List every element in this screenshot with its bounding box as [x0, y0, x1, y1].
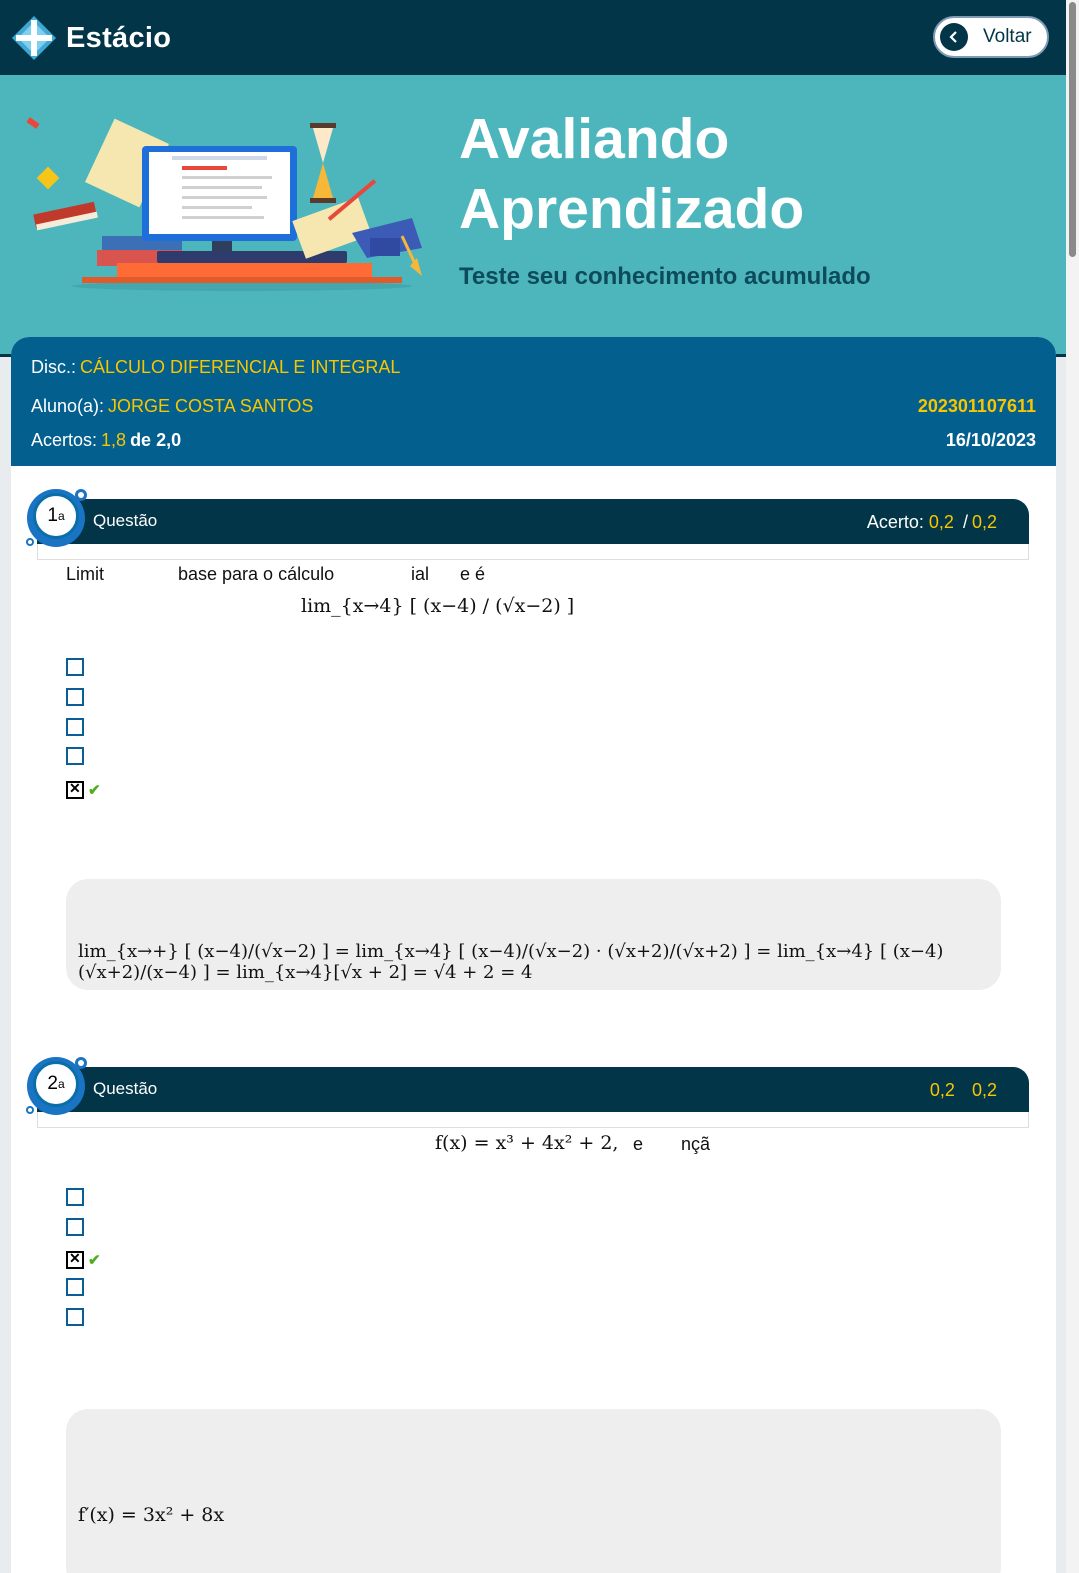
question-1-label: Questão [93, 511, 158, 530]
question-1-text-part1: Limit [66, 564, 105, 584]
question-2-text-part3: nçã [681, 1134, 711, 1154]
question-1-badge [25, 485, 89, 549]
discipline-row [31, 357, 400, 378]
question-2-badge [25, 1053, 89, 1117]
discipline-label: Disc.: [31, 357, 76, 377]
question-1-number: 1 a [33, 493, 79, 539]
score-total: de 2,0 [130, 430, 182, 450]
study-illustration-icon [22, 108, 442, 293]
question-2-formula: f(x) = x³ + 4x² + 2, [435, 1132, 619, 1154]
question-1-option-e-checkbox[interactable] [66, 781, 84, 799]
question-1-header [37, 499, 1029, 544]
chevron-left-icon [940, 23, 968, 51]
student-row [31, 396, 313, 417]
question-2-underline [37, 1112, 1029, 1128]
question-2-header [37, 1067, 1029, 1112]
student-name: JORGE COSTA SANTOS [108, 396, 314, 416]
back-button-label: Voltar [983, 26, 1032, 47]
assessment-card [11, 337, 1056, 1573]
question-2-text-part2: e [633, 1134, 644, 1154]
question-2-option-e-checkbox[interactable] [66, 1308, 84, 1326]
score-row [31, 430, 181, 451]
exam-date: 16/10/2023 [945, 430, 1036, 450]
question-1-formula: lim_{x→4} [ (x−4) / (√x−2) ] [301, 595, 575, 617]
question-1-option-c-checkbox[interactable] [66, 718, 84, 736]
estacio-logo-icon [10, 14, 58, 62]
question-1-underline [37, 544, 1029, 560]
question-2-explanation [66, 1409, 1001, 1573]
question-2-option-b-checkbox[interactable] [66, 1218, 84, 1236]
question-1-option-b-checkbox[interactable] [66, 688, 84, 706]
question-1-text-part3: ial [411, 564, 430, 584]
page-scrollbar[interactable] [1066, 0, 1079, 1573]
discipline-value: CÁLCULO DIFERENCIAL E INTEGRAL [80, 357, 401, 377]
hero-subtitle: Teste seu conhecimento acumulado [459, 263, 871, 290]
question-1-text-part2: base para o cálculo [178, 564, 335, 584]
question-2-option-a-checkbox[interactable] [66, 1188, 84, 1206]
hero-title-line2: Aprendizado [459, 177, 805, 241]
question-2-number: 2 a [33, 1061, 79, 1107]
student-info-panel [11, 337, 1056, 466]
student-id: 202301107611 [917, 396, 1036, 416]
question-1-text-part4: e é [460, 564, 486, 584]
question-2-option-d-checkbox[interactable] [66, 1278, 84, 1296]
question-1-option-d-checkbox[interactable] [66, 747, 84, 765]
question-2-score: 0,2 0,2 [929, 1080, 997, 1100]
question-2-explanation-formula: f′(x) = 3x² + 8x [78, 1504, 225, 1526]
student-label: Aluno(a): [31, 396, 105, 416]
top-bar [0, 0, 1066, 75]
question-1-score: Acerto: 0,2 / 0,2 [866, 512, 997, 532]
correct-check-icon: ✔ [88, 782, 101, 799]
question-2-option-c-checkbox[interactable] [66, 1251, 84, 1269]
question-1-explanation [66, 879, 1001, 990]
correct-check-icon: ✔ [88, 1252, 101, 1269]
hero-title-line1: Avaliando [459, 107, 730, 171]
back-button[interactable] [933, 16, 1049, 58]
score-value: 1,8 [101, 430, 127, 450]
question-1-option-a-checkbox[interactable] [66, 658, 84, 676]
question-2-label: Questão [93, 1079, 158, 1098]
brand-logo[interactable] [10, 14, 171, 62]
question-1-explanation-formula: lim_{x→+} [ (x−4)/(√x−2) ] = lim_{x→4} [ (x−4)/(√x−2) · (√x+2)/(√x+2) ] = lim_{x→4} [ (x−4)(√x+2)/(x−4) ] = lim_{x→4}[√x + 2] = √4 + 2 = 4 [78, 941, 944, 983]
brand-name: Estácio [66, 21, 172, 54]
scrollbar-thumb[interactable] [1069, 2, 1076, 257]
score-label: Acertos: [31, 430, 98, 450]
hero-title [459, 104, 804, 244]
